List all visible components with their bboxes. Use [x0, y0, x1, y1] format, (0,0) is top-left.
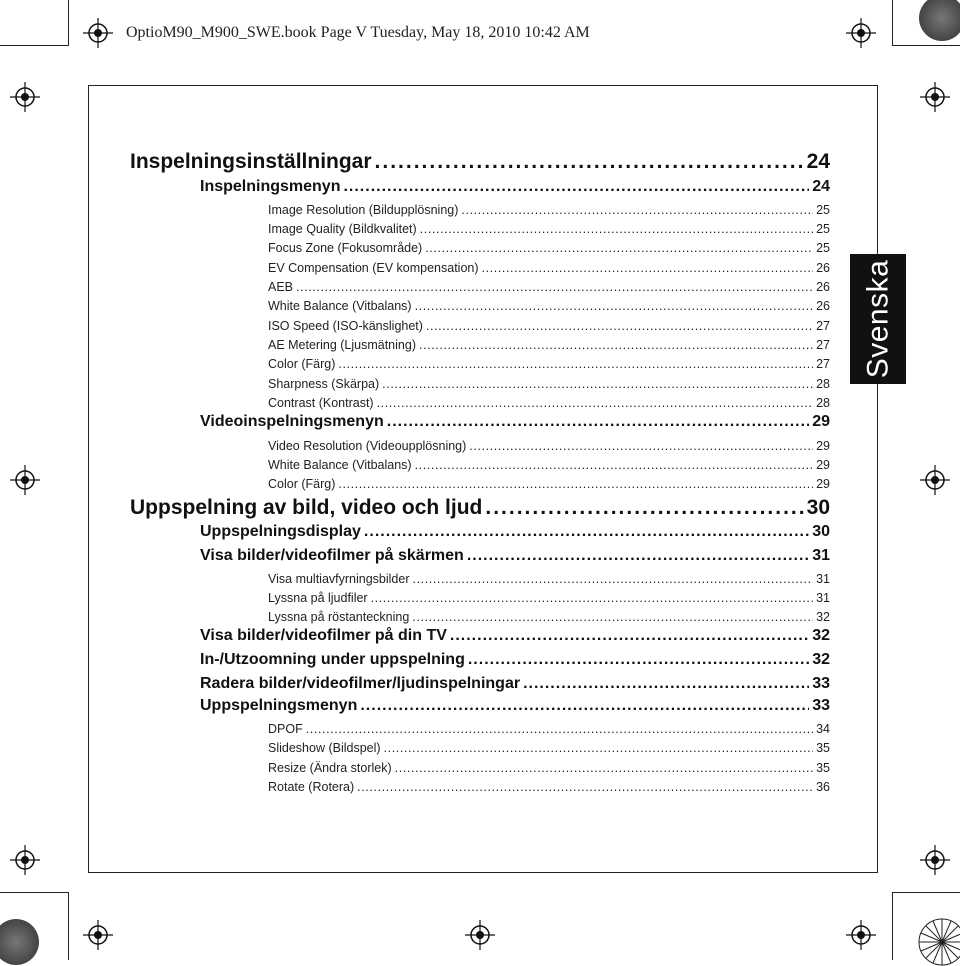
dot-leader — [523, 675, 809, 693]
toc-entry-title: Videoinspelningsmenyn — [200, 413, 384, 430]
toc-entry-title: DPOF — [268, 722, 303, 736]
toc-entry-level-1[interactable] — [130, 150, 830, 174]
toc-entry-title: Lyssna på ljudfiler — [268, 591, 368, 605]
toc-entry-level-3[interactable] — [268, 338, 830, 352]
toc-entry-page: 29 — [816, 458, 830, 472]
toc-entry-title: Sharpness (Skärpa) — [268, 377, 380, 391]
dot-leader — [338, 357, 813, 371]
print-header: OptioM90_M900_SWE.book Page V Tuesday, May 18, 2010 10:42 AM — [126, 24, 590, 41]
dot-leader — [357, 780, 813, 794]
toc-entry-title: AEB — [268, 280, 294, 294]
toc-entry-level-3[interactable] — [268, 357, 830, 371]
toc-entry-page: 29 — [812, 413, 830, 430]
dot-leader — [296, 280, 813, 294]
toc-entry-title: EV Compensation (EV kompensation) — [268, 261, 479, 275]
toc-entry-page: 24 — [812, 178, 830, 195]
toc-entry-level-3[interactable] — [268, 261, 830, 275]
dot-leader — [469, 439, 813, 453]
dot-leader — [415, 299, 814, 313]
dot-leader — [377, 396, 814, 410]
toc-entry-level-3[interactable] — [268, 299, 830, 313]
toc-entry-title: Visa bilder/videofilmer på din TV — [200, 627, 447, 644]
toc-entry-level-3[interactable] — [268, 610, 830, 624]
dot-leader — [420, 222, 813, 236]
toc-entry-level-2[interactable] — [200, 413, 830, 431]
toc-entry-level-2[interactable] — [200, 697, 830, 715]
toc-entry-page: 31 — [816, 572, 830, 586]
toc-entry-page: 27 — [816, 319, 830, 333]
dot-leader — [382, 377, 813, 391]
toc-entry-title: Uppspelningsdisplay — [200, 523, 361, 540]
toc-entry-page: 26 — [816, 280, 830, 294]
toc-entry-page: 32 — [812, 651, 830, 668]
toc-entry-level-3[interactable] — [268, 477, 830, 491]
toc-entry-page: 30 — [806, 496, 830, 519]
toc-entry-level-2[interactable] — [200, 523, 830, 541]
dot-leader — [338, 477, 813, 491]
toc-entry-title: Rotate (Rotera) — [268, 780, 355, 794]
toc-entry-page: 25 — [816, 203, 830, 217]
toc-entry-level-2[interactable] — [200, 651, 830, 669]
toc-entry-page: 27 — [816, 338, 830, 352]
toc-entry-page: 25 — [816, 241, 830, 255]
dot-leader — [485, 496, 803, 520]
toc-entry-level-3[interactable] — [268, 280, 830, 294]
dot-leader — [426, 319, 813, 333]
toc-entry-page: 31 — [816, 591, 830, 605]
toc-entry-level-2[interactable] — [200, 178, 830, 196]
dot-leader — [387, 413, 809, 431]
toc-entry-level-3[interactable] — [268, 396, 830, 410]
dot-leader — [364, 523, 809, 541]
toc-entry-page: 26 — [816, 299, 830, 313]
toc-entry-page: 32 — [816, 610, 830, 624]
toc-entry-page: 31 — [812, 547, 830, 564]
toc-entry-page: 24 — [806, 150, 830, 173]
toc-entry-page: 34 — [816, 722, 830, 736]
toc-entry-title: Color (Färg) — [268, 357, 336, 371]
toc-entry-title: In-/Utzoomning under uppspelning — [200, 651, 465, 668]
toc-entry-page: 33 — [812, 675, 830, 692]
toc-entry-page: 28 — [816, 396, 830, 410]
dot-leader — [395, 761, 813, 775]
toc-entry-level-3[interactable] — [268, 572, 830, 586]
dot-leader — [461, 203, 813, 217]
toc-entry-title: Inspelningsmenyn — [200, 178, 341, 195]
toc-entry-page: 29 — [816, 439, 830, 453]
toc-entry-level-2[interactable] — [200, 547, 830, 565]
toc-entry-level-3[interactable] — [268, 722, 830, 736]
toc-entry-title: Image Resolution (Bildupplösning) — [268, 203, 459, 217]
toc-entry-title: Color (Färg) — [268, 477, 336, 491]
toc-entry-title: White Balance (Vitbalans) — [268, 299, 412, 313]
toc-entry-level-2[interactable] — [200, 627, 830, 645]
toc-entry-page: 26 — [816, 261, 830, 275]
toc-entry-level-3[interactable] — [268, 458, 830, 472]
toc-entry-level-3[interactable] — [268, 319, 830, 333]
toc-entry-level-3[interactable] — [268, 203, 830, 217]
dot-leader — [467, 547, 809, 565]
dot-leader — [468, 651, 809, 669]
toc-entry-title: Resize (Ändra storlek) — [268, 761, 392, 775]
toc-entry-page: 32 — [812, 627, 830, 644]
dot-leader — [412, 610, 813, 624]
toc-entry-level-1[interactable] — [130, 496, 830, 520]
toc-entry-title: ISO Speed (ISO-känslighet) — [268, 319, 423, 333]
toc-entry-title: Visa multiavfyrningsbilder — [268, 572, 410, 586]
toc-entry-page: 35 — [816, 741, 830, 755]
dot-leader — [384, 741, 814, 755]
toc-entry-title: Uppspelningsmenyn — [200, 697, 358, 714]
dot-leader — [419, 338, 813, 352]
toc-entry-title: White Balance (Vitbalans) — [268, 458, 412, 472]
language-tab-label: Svenska — [861, 259, 895, 379]
dot-leader — [306, 722, 813, 736]
toc-entry-page: 30 — [812, 523, 830, 540]
dot-leader — [415, 458, 814, 472]
toc-entry-title: Focus Zone (Fokusområde) — [268, 241, 423, 255]
dot-leader — [425, 241, 813, 255]
toc-entry-title: Contrast (Kontrast) — [268, 396, 374, 410]
toc-entry-level-3[interactable] — [268, 439, 830, 453]
toc-entry-title: Video Resolution (Videoupplösning) — [268, 439, 467, 453]
dot-leader — [413, 572, 814, 586]
toc-entry-page: 33 — [812, 697, 830, 714]
toc-entry-title: Lyssna på röstanteckning — [268, 610, 410, 624]
toc-entry-level-3[interactable] — [268, 741, 830, 755]
toc-entry-page: 29 — [816, 477, 830, 491]
dot-leader — [343, 178, 809, 196]
toc-entry-title: AE Metering (Ljusmätning) — [268, 338, 416, 352]
toc-entry-page: 35 — [816, 761, 830, 775]
dot-leader — [482, 261, 814, 275]
dot-leader — [360, 697, 809, 715]
toc-entry-level-3[interactable] — [268, 222, 830, 236]
toc-entry-level-3[interactable] — [268, 591, 830, 605]
toc-entry-level-3[interactable] — [268, 780, 830, 794]
dot-leader — [375, 150, 804, 174]
toc-entry-title: Slideshow (Bildspel) — [268, 741, 381, 755]
toc-entry-page: 36 — [816, 780, 830, 794]
toc-entry-title: Image Quality (Bildkvalitet) — [268, 222, 417, 236]
toc-entry-level-3[interactable] — [268, 761, 830, 775]
toc-entry-level-3[interactable] — [268, 241, 830, 255]
toc-entry-title: Uppspelning av bild, video och ljud — [130, 496, 483, 519]
dot-leader — [450, 627, 809, 645]
dot-leader — [371, 591, 814, 605]
toc-entry-title: Radera bilder/videofilmer/ljudinspelningar — [200, 675, 521, 692]
toc-entry-page: 25 — [816, 222, 830, 236]
toc-entry-title: Inspelningsinställningar — [130, 150, 372, 173]
toc-entry-title: Visa bilder/videofilmer på skärmen — [200, 547, 464, 564]
toc-entry-level-2[interactable] — [200, 675, 830, 693]
toc-entry-level-3[interactable] — [268, 377, 830, 391]
toc-entry-page: 27 — [816, 357, 830, 371]
toc-entry-page: 28 — [816, 377, 830, 391]
